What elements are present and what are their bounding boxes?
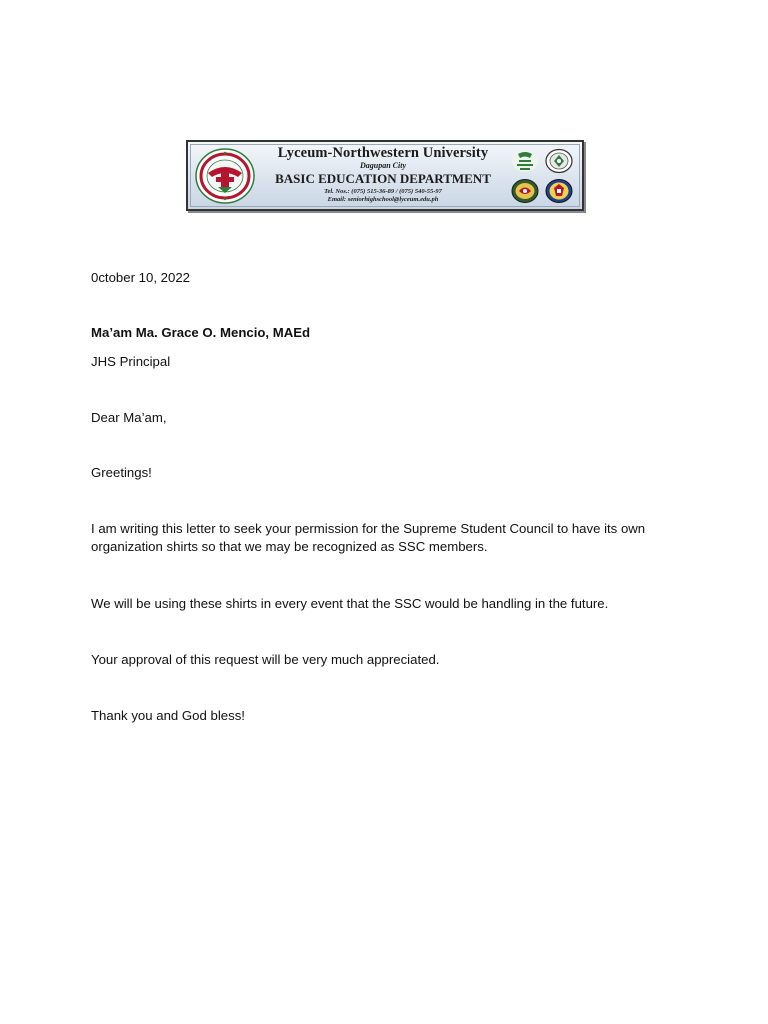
organization-logo-icon	[510, 148, 540, 174]
email-address: Email: seniorhighschool@lyceum.edu.ph	[327, 196, 439, 203]
greeting: Greetings!	[91, 465, 152, 480]
paragraph-permission-request	[91, 520, 691, 556]
letterhead-text	[258, 145, 508, 204]
crest-emblem-icon	[510, 178, 540, 204]
closing-line: Thank you and God bless!	[91, 708, 245, 723]
school-emblem-icon	[544, 148, 574, 174]
university-name: Lyceum-Northwestern University	[277, 145, 489, 161]
salutation: Dear Ma’am,	[91, 410, 167, 425]
paragraph-line: I am writing this letter to seek your permission for the Supreme Student Council to have its own	[91, 521, 646, 536]
university-seal-icon	[194, 147, 256, 205]
college-seal-icon	[544, 178, 574, 204]
paragraph-shirt-usage: We will be using these shirts in every event that the SSC would be handling in the future.	[91, 596, 609, 611]
paragraph-line: organization shirts so that we may be recognized as SSC members.	[91, 539, 488, 554]
department-name: BASIC EDUCATION DEPARTMENT	[275, 171, 491, 186]
city-name: Dagupan City	[359, 161, 406, 170]
letterhead-banner	[186, 140, 584, 211]
paragraph-approval: Your approval of this request will be very much appreciated.	[91, 652, 440, 667]
letter-date: 0ctober 10, 2022	[91, 270, 190, 285]
recipient-name: Ma’am Ma. Grace O. Mencio, MAEd	[91, 325, 311, 340]
recipient-title: JHS Principal	[91, 354, 171, 369]
telephone-numbers: Tel. Nos.: (075) 515-36-89 / (075) 540-55-97	[324, 188, 442, 195]
